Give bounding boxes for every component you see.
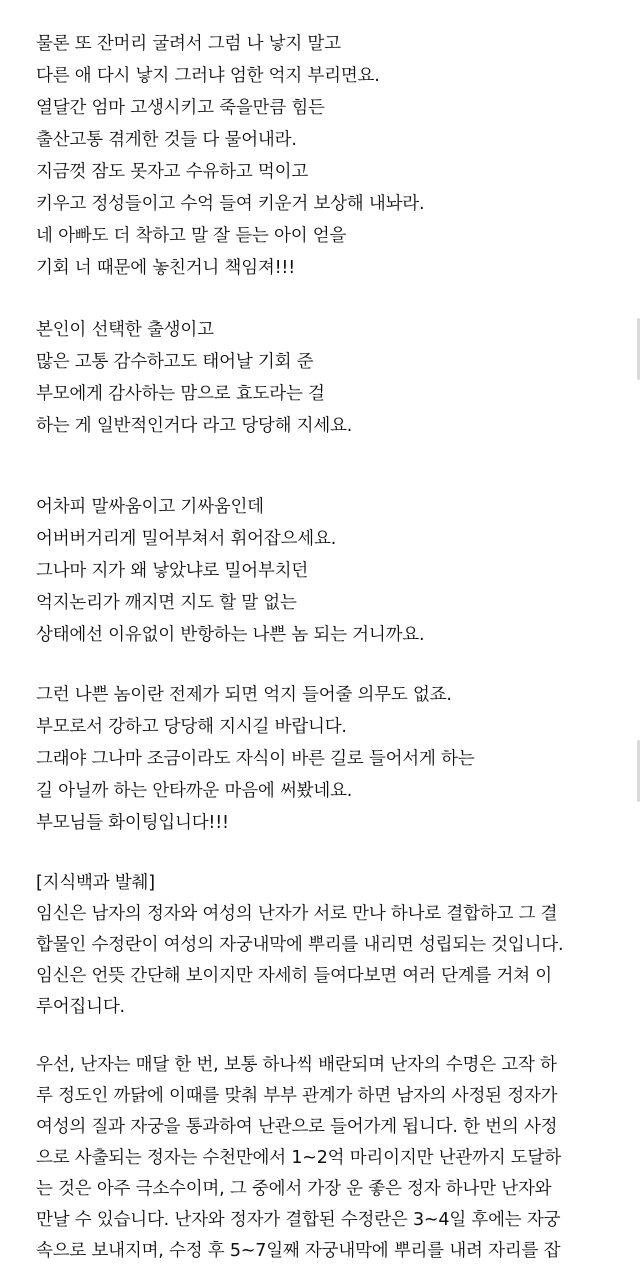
text-line: 합물인 수정란이 여성의 자궁내막에 뿌리를 내리면 성립되는 것입니다. (36, 935, 564, 955)
text-line: 그나마 지가 왜 낳았냐로 밀어부치던 (36, 561, 309, 581)
text-line: 어버버거리게 밀어부쳐서 휘어잡으세요. (36, 529, 337, 549)
text-line: 그런 나쁜 놈이란 전제가 되면 억지 들어줄 의무도 없죠. (36, 685, 452, 705)
text-line: 상태에선 이유없이 반항하는 나쁜 놈 되는 거니까요. (36, 625, 425, 645)
text-line: 그래야 그나마 조금이라도 자식이 바른 길로 들어서게 하는 (36, 749, 475, 769)
excerpt-heading: [지식백과 발췌] (36, 873, 155, 893)
text-line: 지금껏 잠도 못자고 수유하고 먹이고 (36, 162, 309, 182)
text-line: 는 것은 아주 극소수이며, 그 중에서 가장 운 좋은 정자 하나만 난자와 (36, 1179, 552, 1199)
text-line: 키우고 정성들이고 수억 들여 키운거 보상해 내놔라. (36, 194, 425, 214)
text-line: 부모님들 화이팅입니다!!! (36, 813, 229, 833)
paragraph-4 (36, 679, 626, 839)
text-line: 많은 고통 감수하고도 태어날 기회 준 (36, 352, 314, 372)
text-line: 만날 수 있습니다. 난자와 정자가 결합된 수정란은 3~4일 후에는 자궁 (36, 1210, 561, 1230)
text-line: 속으로 보내지며, 수정 후 5~7일째 자궁내막에 뿌리를 내려 자리를 잡 (36, 1241, 561, 1261)
text-line: 으로 사출되는 정자는 수천만에서 1~2억 마리이지만 난관까지 도달하 (36, 1148, 561, 1168)
paragraph-6 (36, 1050, 626, 1267)
text-line: 여성의 질과 자궁을 통과하여 난관으로 들어가게 됩니다. 한 번의 사정 (36, 1117, 558, 1137)
paragraph-2 (36, 314, 626, 442)
text-line: 하는 게 일반적인거다 라고 당당해 지세요. (36, 416, 353, 436)
text-line: 부모에게 감사하는 맘으로 효도라는 걸 (36, 384, 325, 404)
paragraph-1 (36, 28, 626, 284)
text-line: 부모로서 강하고 당당해 지시길 바랍니다. (36, 717, 347, 737)
text-line: 출산고통 겪게한 것들 다 물어내라. (36, 130, 297, 150)
text-line: 기회 너 때문에 놓친거니 책임져!!! (36, 258, 296, 278)
text-line: 루어집니다. (36, 997, 125, 1017)
text-line: 길 아닐까 하는 안타까운 마음에 써봤네요. (36, 781, 353, 801)
text-line: 임신은 언뜻 간단해 보이지만 자세히 들여다보면 여러 단계를 거쳐 이 (36, 966, 553, 986)
text-line: 열달간 엄마 고생시키고 죽을만큼 힘든 (36, 98, 325, 118)
text-line: 물론 또 잔머리 굴려서 그럼 나 낳지 말고 (36, 34, 341, 54)
text-line: 임신은 남자의 정자와 여성의 난자가 서로 만나 하나로 결합하고 그 결 (36, 904, 558, 924)
text-line: 본인이 선택한 출생이고 (36, 320, 214, 340)
encyclopedia-excerpt (36, 868, 626, 1023)
text-line: 어차피 말싸움이고 기싸움인데 (36, 497, 264, 517)
text-line: 억지논리가 깨지면 지도 할 말 없는 (36, 593, 297, 613)
text-line: 루 정도인 까닭에 이때를 맞춰 부부 관계가 하면 남자의 사정된 정자가 (36, 1086, 558, 1106)
text-line: 네 아빠도 더 착하고 말 잘 듣는 아이 얻을 (36, 226, 347, 246)
text-line: 다른 애 다시 낳지 그러냐 엄한 억지 부리면요. (36, 66, 380, 86)
paragraph-3 (36, 491, 626, 651)
text-line: 우선, 난자는 매달 한 번, 보통 하나씩 배란되며 난자의 수명은 고작 하 (36, 1055, 557, 1075)
